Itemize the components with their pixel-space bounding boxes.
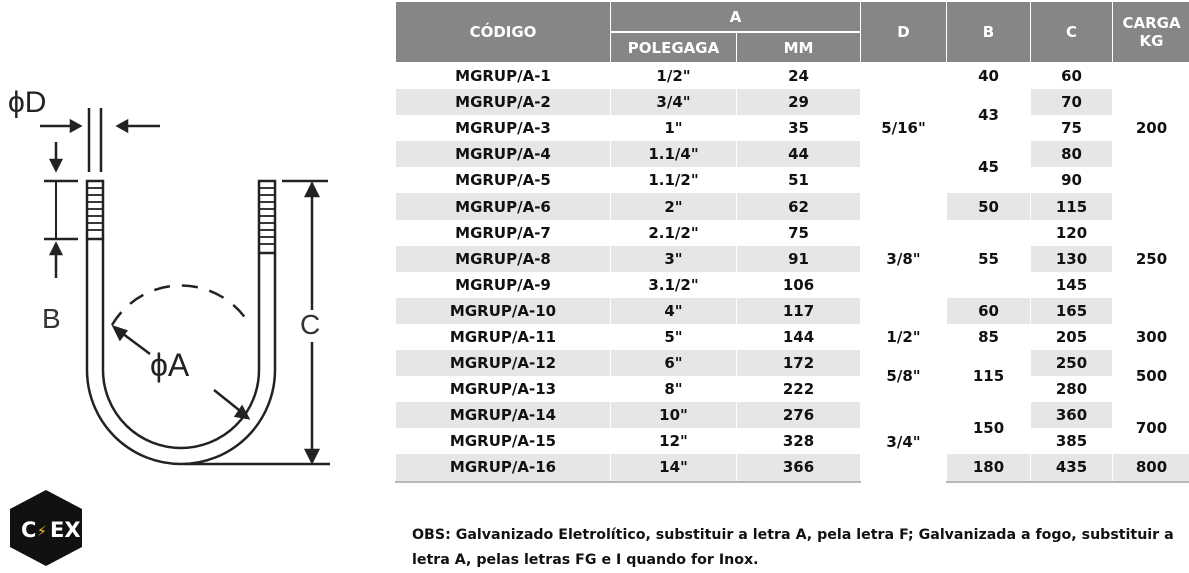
label-b: B	[42, 303, 61, 334]
label-a: ϕA	[150, 347, 190, 383]
mm-cell: 75	[737, 220, 861, 246]
polegada-cell: 3.1/2"	[611, 272, 737, 298]
polegada-cell: 10"	[611, 402, 737, 428]
mm-cell: 144	[737, 324, 861, 350]
polegada-cell: 2"	[611, 193, 737, 219]
table-row	[396, 246, 1189, 272]
mm-cell: 222	[737, 376, 861, 402]
polegada-cell: 1.1/4"	[611, 141, 737, 167]
mm-cell: 44	[737, 141, 861, 167]
header-d: D	[861, 2, 947, 63]
d-cell: 5/16"	[861, 63, 947, 194]
codigo-cell: MGRUP/A-9	[396, 272, 611, 298]
c-cell: 435	[1031, 454, 1113, 481]
carga-cell: 700	[1113, 402, 1189, 454]
codigo-cell: MGRUP/A-11	[396, 324, 611, 350]
obs-note: OBS: Galvanizado Eletrolítico, substituir a letra A, pela letra F; Galvanizada a fogo, substituir a letra A, pelas letras FG e I quando for Inox.	[412, 527, 1174, 568]
codigo-cell: MGRUP/A-7	[396, 220, 611, 246]
table-row	[396, 272, 1189, 298]
table-row	[396, 350, 1189, 376]
b-cell: 50	[947, 193, 1031, 219]
label-c: C	[300, 309, 321, 340]
polegada-cell: 14"	[611, 454, 737, 481]
codigo-cell: MGRUP/A-5	[396, 167, 611, 193]
carga-cell: 800	[1113, 454, 1189, 481]
mm-cell: 51	[737, 167, 861, 193]
d-cell: 5/8"	[861, 350, 947, 402]
mm-cell: 328	[737, 428, 861, 454]
polegada-cell: 1/2"	[611, 63, 737, 90]
c-cell: 90	[1031, 167, 1113, 193]
header-polegada: POLEGAGA	[611, 32, 737, 63]
d-cell: 1/2"	[861, 324, 947, 350]
polegada-cell: 1"	[611, 115, 737, 141]
table-row	[396, 141, 1189, 167]
header-mm: MM	[737, 32, 861, 63]
c-cell: 75	[1031, 115, 1113, 141]
codigo-cell: MGRUP/A-2	[396, 89, 611, 115]
mm-cell: 117	[737, 298, 861, 324]
codigo-cell: MGRUP/A-12	[396, 350, 611, 376]
carga-cell: 250	[1113, 193, 1189, 323]
polegada-cell: 12"	[611, 428, 737, 454]
c-cell: 280	[1031, 376, 1113, 402]
table-row	[396, 298, 1189, 324]
mm-cell: 35	[737, 115, 861, 141]
c-cell: 165	[1031, 298, 1113, 324]
mm-cell: 91	[737, 246, 861, 272]
header-c: C	[1031, 2, 1113, 63]
c-cell: 80	[1031, 141, 1113, 167]
mm-cell: 276	[737, 402, 861, 428]
table-row	[396, 63, 1189, 90]
header-carga	[1113, 2, 1189, 63]
table-row	[396, 220, 1189, 246]
polegada-cell: 5"	[611, 324, 737, 350]
header-a: A	[611, 2, 861, 33]
c-cell: 70	[1031, 89, 1113, 115]
b-cell: 40	[947, 63, 1031, 90]
b-cell: 60	[947, 298, 1031, 324]
b-cell: 115	[947, 350, 1031, 402]
polegada-cell: 4"	[611, 298, 737, 324]
mm-cell: 24	[737, 63, 861, 90]
codigo-cell: MGRUP/A-15	[396, 428, 611, 454]
polegada-cell: 6"	[611, 350, 737, 376]
table-row	[396, 89, 1189, 115]
b-cell: 43	[947, 89, 1031, 141]
codigo-cell: MGRUP/A-8	[396, 246, 611, 272]
header-carga-line2: KG	[1139, 32, 1164, 50]
polegada-cell: 3"	[611, 246, 737, 272]
logo-text-right: EX	[50, 518, 81, 542]
codigo-cell: MGRUP/A-4	[396, 141, 611, 167]
table-row	[396, 193, 1189, 219]
carga-cell: 200	[1113, 63, 1189, 194]
polegada-cell: 2.1/2"	[611, 220, 737, 246]
mm-cell: 366	[737, 454, 861, 481]
table-row	[396, 324, 1189, 350]
table-row	[396, 428, 1189, 454]
carga-cell: 500	[1113, 350, 1189, 402]
cex-logo	[6, 488, 86, 568]
table-row	[396, 402, 1189, 428]
table-row	[396, 454, 1189, 481]
codigo-cell: MGRUP/A-1	[396, 63, 611, 90]
b-cell: 45	[947, 141, 1031, 193]
spec-table	[395, 1, 1189, 483]
c-cell: 115	[1031, 193, 1113, 219]
d-cell: 3/4"	[861, 402, 947, 481]
label-d: ϕD	[8, 86, 47, 119]
codigo-cell: MGRUP/A-13	[396, 376, 611, 402]
polegada-cell: 3/4"	[611, 89, 737, 115]
logo-text-left: C	[21, 518, 37, 542]
polegada-cell: 1.1/2"	[611, 167, 737, 193]
codigo-cell: MGRUP/A-10	[396, 298, 611, 324]
b-cell: 85	[947, 324, 1031, 350]
c-cell: 145	[1031, 272, 1113, 298]
c-cell: 360	[1031, 402, 1113, 428]
d-cell: 3/8"	[861, 193, 947, 323]
c-cell: 205	[1031, 324, 1113, 350]
c-cell: 130	[1031, 246, 1113, 272]
table-row	[396, 167, 1189, 193]
mm-cell: 62	[737, 193, 861, 219]
codigo-cell: MGRUP/A-16	[396, 454, 611, 481]
header-b: B	[947, 2, 1031, 63]
c-cell: 60	[1031, 63, 1113, 90]
c-cell: 120	[1031, 220, 1113, 246]
mm-cell: 106	[737, 272, 861, 298]
b-cell: 180	[947, 454, 1031, 481]
polegada-cell: 8"	[611, 376, 737, 402]
table-row	[396, 115, 1189, 141]
codigo-cell: MGRUP/A-14	[396, 402, 611, 428]
c-cell: 250	[1031, 350, 1113, 376]
u-bolt-diagram	[0, 60, 340, 480]
table-row	[396, 376, 1189, 402]
codigo-cell: MGRUP/A-6	[396, 193, 611, 219]
bolt-icon: ⚡	[37, 524, 47, 540]
mm-cell: 172	[737, 350, 861, 376]
header-carga-line1: CARGA	[1122, 14, 1181, 32]
c-cell: 385	[1031, 428, 1113, 454]
header-codigo: CÓDIGO	[396, 2, 611, 63]
carga-cell: 300	[1113, 324, 1189, 350]
b-cell: 150	[947, 402, 1031, 454]
b-cell: 55	[947, 220, 1031, 298]
mm-cell: 29	[737, 89, 861, 115]
codigo-cell: MGRUP/A-3	[396, 115, 611, 141]
